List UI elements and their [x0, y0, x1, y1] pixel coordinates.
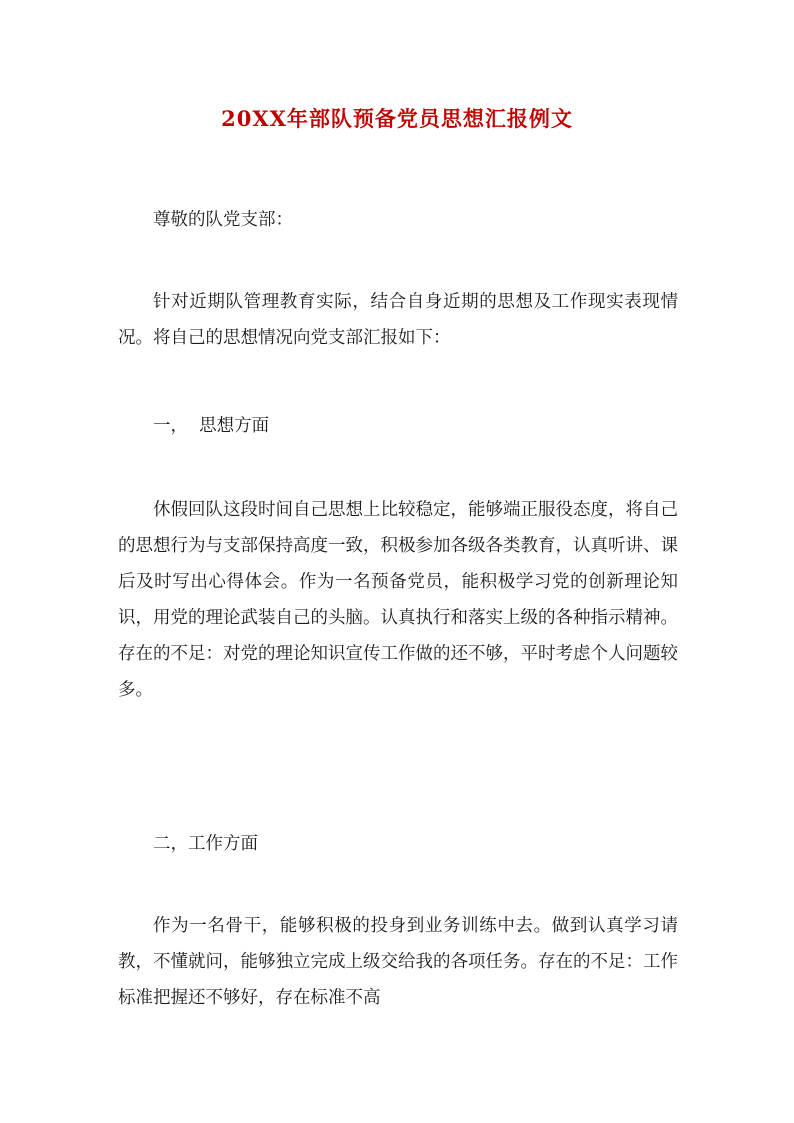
- section2-body-paragraph: 作为一名骨干，能够积极的投身到业务训练中去。做到认真学习请教，不懂就问，能够独立完成上级交给我的各项任务。存在的不足：工作标准把握还不够好，存在标准不高: [118, 916, 678, 1008]
- salutation-paragraph: 尊敬的队党支部：: [153, 210, 293, 230]
- section1-heading: 一， 思想方面: [153, 416, 270, 436]
- intro-paragraph: 针对近期队管理教育实际，结合自身近期的思想及工作现实表现情况。将自己的思想情况向党支部汇报如下：: [118, 292, 678, 348]
- section2-heading: 二，工作方面: [153, 834, 258, 854]
- section1-body-paragraph: 休假回队这段时间自己思想上比较稳定，能够端正服役态度，将自己的思想行为与支部保持高度一致，积极参加各级各类教育，认真听讲、课后及时写出心得体会。作为一名预备党员，能积极学习党的创新理论知识，用党的理论武装自己的头脑。认真执行和落实上级的各种指示精神。存在的不足：对党的理论知识宣传工作做的还不够，平时考虑个人问题较多。: [118, 500, 678, 700]
- document-title: 20XX年部队预备党员思想汇报例文: [221, 106, 573, 131]
